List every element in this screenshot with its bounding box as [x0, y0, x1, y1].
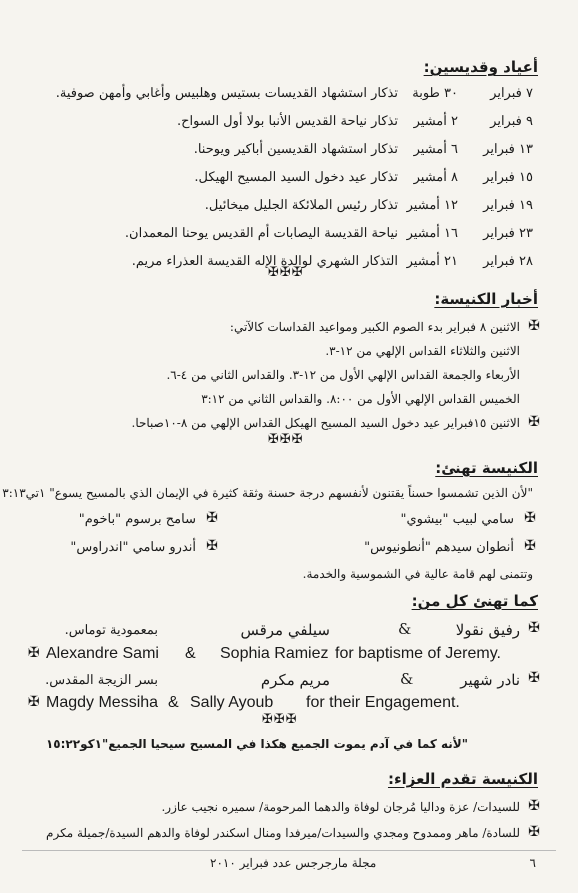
feast-text: تذكار نياحة القديس الأنبا بولا أول السواح.	[177, 114, 398, 129]
couple-name: Sally Ayoub	[190, 694, 274, 711]
also-heading: كما تهنئ كل من:	[411, 592, 538, 610]
news-line: الأربعاء والجمعة القداس الإلهي الأول من ١٢-٣. والقداس الثاني من ٤-٦.	[166, 368, 520, 382]
occasion: for their Engagement.	[306, 694, 460, 711]
cross-icon: ✠	[524, 510, 536, 526]
cross-divider: ✠✠✠	[268, 432, 304, 447]
cross-icon: ✠	[528, 414, 540, 430]
cross-icon: ✠	[206, 538, 218, 554]
feast-date: ١٥ فبراير	[483, 170, 533, 185]
feast-date: ٧ فبراير	[490, 86, 533, 101]
feast-coptic-date: ٨ أمشير	[413, 170, 458, 185]
feast-coptic-date: ٦ أمشير	[413, 142, 458, 157]
cross-icon: ✠	[528, 318, 540, 334]
congrats-name: أندرو سامي "اندراوس"	[70, 540, 196, 555]
feast-text: نياحة القديسة اليصابات أم القديس يوحنا المعمدان.	[124, 226, 398, 241]
occasion: بمعمودية توماس.	[64, 623, 158, 638]
page-number: ٦	[529, 856, 536, 870]
feasts-heading: أعياد وقديسين:	[423, 58, 538, 76]
couple-name: رفيق نقولا	[455, 621, 520, 639]
congrats-name: سامح برسوم "باخوم"	[78, 512, 196, 527]
couple-name: Magdy Messiha	[46, 694, 159, 711]
couple-name: Sophia Ramiez	[220, 645, 329, 662]
ampersand: &	[168, 694, 179, 711]
feast-date: ٢٨ فبراير	[483, 254, 533, 269]
condolence-line: للسادة/ ماهر وممدوح ومجدي والسيدات/ميرفدا ومنال اسكندر لوفاة والدهم السيدة/جميلة مكرم	[46, 826, 520, 840]
news-line: الخميس القداس الإلهي الأول من ٨:٠٠. والقداس الثاني من ٣:١٢	[201, 392, 520, 406]
feast-text: التذكار الشهري لوالدة الإله القديسة العذراء مريم.	[131, 254, 398, 269]
cross-icon: ✠	[206, 510, 218, 526]
footer-rule	[22, 850, 556, 851]
occasion: for baptisme of Jeremy.	[335, 645, 501, 662]
cross-icon: ✠	[528, 670, 540, 686]
couple-name: مريم مكرم	[260, 671, 330, 689]
cross-divider: ✠✠✠	[268, 265, 304, 280]
feast-text: تذكار رئيس الملائكة الجليل ميخائيل.	[204, 198, 398, 213]
feast-date: ١٩ فبراير	[483, 198, 533, 213]
footer-title: مجلة مارجرجس عدد فبراير ٢٠١٠	[210, 856, 377, 870]
feast-coptic-date: ٢١ أمشير	[406, 254, 458, 269]
feast-date: ٩ فبراير	[490, 114, 533, 129]
cross-icon: ✠	[528, 824, 540, 840]
cross-icon: ✠	[524, 538, 536, 554]
feast-text: تذكار استشهاد القديسات بستيس وهلبيس وأغابي وأمهن صوفية.	[55, 86, 398, 101]
couple-name: نادر شهير	[460, 671, 520, 689]
scripture-quote: "لأنه كما في آدم يموت الجميع هكذا في المسيح سيحيا الجميع"١كو١٥:٢٢	[45, 737, 468, 751]
ampersand: &	[185, 645, 196, 662]
congrats-heading: الكنيسة تهنئ:	[435, 459, 538, 477]
feast-text: تذكار عيد دخول السيد المسيح الهيكل.	[194, 170, 398, 185]
congrats-verse: "لأن الذين تشمسوا حسناً يقتنون لأنفسهم درجة حسنة وثقة كثيرة في الإيمان الذي بالمسيح يسوع" ١تي٣:١٣	[2, 486, 533, 500]
couple-name: Alexandre Sami	[46, 645, 159, 662]
ampersand: &	[400, 670, 414, 688]
feast-date: ٢٣ فبراير	[483, 226, 533, 241]
cross-icon: ✠	[28, 694, 40, 710]
cross-icon: ✠	[528, 620, 540, 636]
condolence-heading: الكنيسة تقدم العزاء:	[387, 770, 538, 788]
couple-name: سيلفي مرقس	[240, 621, 330, 639]
congrats-name: سامي لبيب "بيشوي"	[400, 512, 514, 527]
feast-coptic-date: ١٢ أمشير	[406, 198, 458, 213]
news-line: الاثنين ٨ فبراير بدء الصوم الكبير ومواعيد القداسات كالآتي:	[229, 320, 520, 334]
condolence-line: للسيدات/ عزة وداليا مُرجان لوفاة والدهما المرحومة/ سميره نجيب عازر.	[161, 800, 520, 814]
news-heading: أخبار الكنيسة:	[434, 290, 538, 308]
cross-icon: ✠	[528, 798, 540, 814]
ampersand: &	[398, 620, 412, 638]
feast-date: ١٣ فبراير	[483, 142, 533, 157]
congrats-name: أنطوان سيدهم "أنطونيوس"	[364, 540, 514, 555]
congrats-closing: وتتمنى لهم قامة عالية في الشموسية والخدمة.	[302, 567, 533, 581]
news-line: الاثنين والثلاثاء القداس الإلهي من ١٢-٣.	[325, 344, 520, 358]
feast-coptic-date: ١٦ أمشير	[406, 226, 458, 241]
feast-text: تذكار استشهاد القديسين أباكير ويوحنا.	[193, 142, 398, 157]
cross-divider: ✠✠✠	[262, 712, 298, 727]
cross-icon: ✠	[28, 645, 40, 661]
news-line: الاثنين ١٥فبراير عيد دخول السيد المسيح الهيكل القداس الإلهي من ٨-١٠صباحا.	[131, 416, 520, 430]
feast-coptic-date: ٢ أمشير	[413, 114, 458, 129]
occasion: بسر الزيجة المقدس.	[45, 673, 158, 688]
feast-coptic-date: ٣٠ طوبة	[412, 86, 458, 101]
